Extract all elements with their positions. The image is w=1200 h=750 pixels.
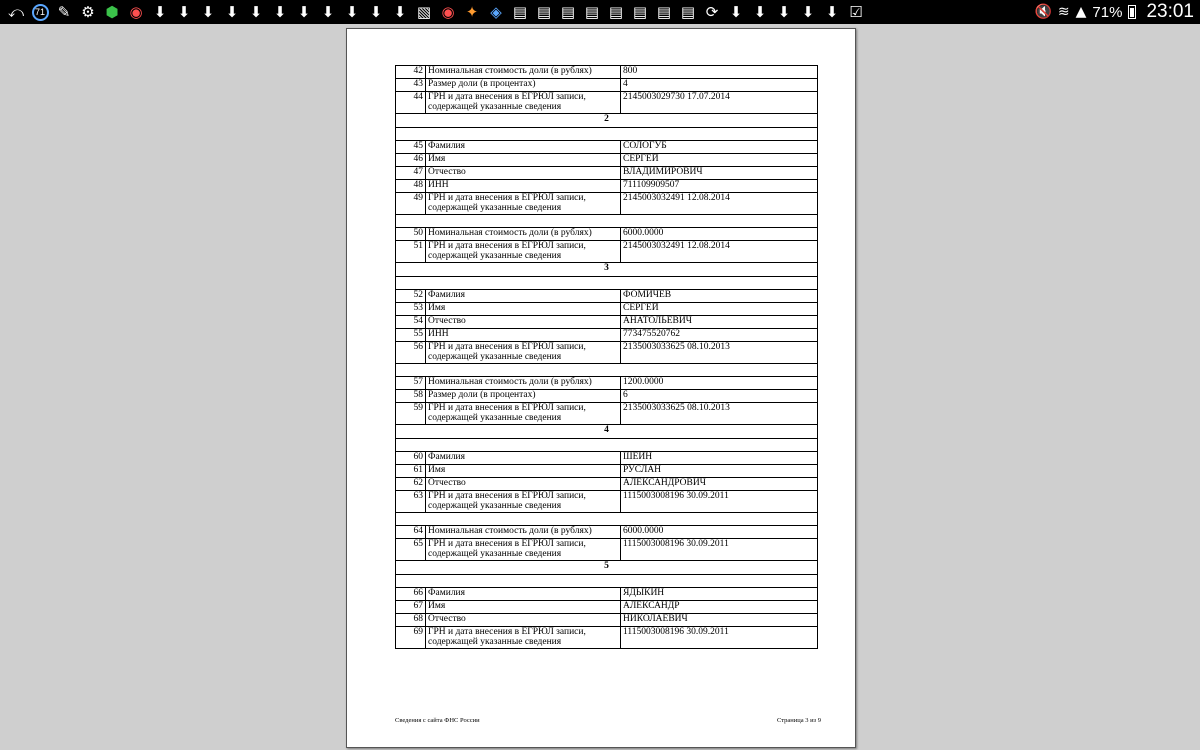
image-icon: ▧: [416, 3, 432, 21]
row-number: 52: [396, 290, 426, 303]
row-label: Фамилия: [426, 290, 621, 303]
row-label: Отчество: [426, 614, 621, 627]
download-icon: ⬇: [297, 3, 311, 21]
row-value: 6000.0000: [621, 526, 818, 539]
battery-percent: 71%: [1092, 3, 1123, 21]
status-bar: [0, 0, 1200, 24]
document-icon: ▤: [680, 3, 696, 21]
section-header-row: [396, 425, 818, 439]
row-value: ШЕИН: [621, 452, 818, 465]
row-label: Размер доли (в процентах): [426, 79, 621, 92]
document-icon: ▤: [560, 3, 576, 21]
row-label: ИНН: [426, 329, 621, 342]
wifi-icon: ≋: [1057, 4, 1070, 20]
blank-cell: [396, 277, 818, 290]
table-row: [396, 329, 818, 342]
row-value: 2145003032491 12.08.2014: [621, 241, 818, 263]
row-value: ФОМИЧЕВ: [621, 290, 818, 303]
row-number: 43: [396, 79, 426, 92]
row-number: 42: [396, 66, 426, 79]
blank-row: [396, 575, 818, 588]
row-value: 4: [621, 79, 818, 92]
blank-row: [396, 277, 818, 290]
row-value: ЯДЫКИН: [621, 588, 818, 601]
row-label: ГРН и дата внесения в ЕГРЮЛ записи, содержащей указанные сведения: [426, 627, 621, 649]
blank-row: [396, 439, 818, 452]
row-number: 48: [396, 180, 426, 193]
row-number: 54: [396, 316, 426, 329]
section-header-row: [396, 263, 818, 277]
row-value: 1115003008196 30.09.2011: [621, 539, 818, 561]
row-label: Номинальная стоимость доли (в рублях): [426, 526, 621, 539]
document-icon: ▤: [512, 3, 528, 21]
page-footer-source: Сведения с сайта ФНС России: [395, 717, 480, 724]
row-number: 53: [396, 303, 426, 316]
table-row: [396, 228, 818, 241]
document-icon: ▤: [656, 3, 672, 21]
row-value: 2145003032491 12.08.2014: [621, 193, 818, 215]
blank-row: [396, 513, 818, 526]
table-row: [396, 303, 818, 316]
table-row: [396, 66, 818, 79]
row-value: АНАТОЛЬЕВИЧ: [621, 316, 818, 329]
row-label: ГРН и дата внесения в ЕГРЮЛ записи, содержащей указанные сведения: [426, 539, 621, 561]
row-number: 62: [396, 478, 426, 491]
download-icon: ⬇: [249, 3, 263, 21]
table-row: [396, 627, 818, 649]
row-label: ИНН: [426, 180, 621, 193]
blank-cell: [396, 128, 818, 141]
table-row: [396, 601, 818, 614]
row-label: Номинальная стоимость доли (в рублях): [426, 228, 621, 241]
section-number: 4: [396, 425, 818, 439]
download-icon: ⬇: [729, 3, 743, 21]
download-icon: ⬇: [393, 3, 407, 21]
blank-cell: [396, 575, 818, 588]
row-value: 1200.0000: [621, 377, 818, 390]
row-number: 68: [396, 614, 426, 627]
download-icon: ⬇: [777, 3, 791, 21]
battery-icon: [1128, 5, 1136, 19]
row-number: 45: [396, 141, 426, 154]
row-value: 800: [621, 66, 818, 79]
row-value: 2135003033625 08.10.2013: [621, 403, 818, 425]
missed-call-icon: ⤺: [7, 3, 25, 21]
row-number: 66: [396, 588, 426, 601]
row-value: 2145003029730 17.07.2014: [621, 92, 818, 114]
row-label: Фамилия: [426, 588, 621, 601]
row-number: 49: [396, 193, 426, 215]
row-value: АЛЕКСАНДРОВИЧ: [621, 478, 818, 491]
section-header-row: [396, 114, 818, 128]
row-value: СЕРГЕЙ: [621, 303, 818, 316]
row-label: Отчество: [426, 316, 621, 329]
mute-icon: 🔇: [1034, 4, 1052, 20]
download-icon: ⬇: [369, 3, 383, 21]
blank-row: [396, 215, 818, 228]
table-row: [396, 316, 818, 329]
table-row: [396, 92, 818, 114]
table-row: [396, 491, 818, 513]
broom-icon: ✎: [57, 3, 71, 21]
checklist-icon: ☑: [849, 3, 863, 21]
download-icon: ⬇: [153, 3, 167, 21]
row-label: ГРН и дата внесения в ЕГРЮЛ записи, содержащей указанные сведения: [426, 342, 621, 364]
egrul-table: [395, 65, 818, 649]
row-number: 64: [396, 526, 426, 539]
table-row: [396, 614, 818, 627]
row-number: 69: [396, 627, 426, 649]
green-shield-app-icon: ⬢: [105, 3, 119, 21]
table-row: [396, 141, 818, 154]
notification-badge-icon: 71: [28, 2, 52, 22]
row-label: ГРН и дата внесения в ЕГРЮЛ записи, содержащей указанные сведения: [426, 403, 621, 425]
row-label: Размер доли (в процентах): [426, 390, 621, 403]
download-icon: ⬇: [825, 3, 839, 21]
document-icon: ▤: [584, 3, 600, 21]
section-number: 5: [396, 561, 818, 575]
row-label: ГРН и дата внесения в ЕГРЮЛ записи, содержащей указанные сведения: [426, 241, 621, 263]
notification-icons: [4, 2, 868, 22]
clock: 23:01: [1146, 1, 1194, 22]
row-number: 58: [396, 390, 426, 403]
row-label: Номинальная стоимость доли (в рублях): [426, 66, 621, 79]
row-label: Имя: [426, 303, 621, 316]
page-footer-page-number: Страница 3 из 9: [776, 717, 821, 724]
row-value: АЛЕКСАНДР: [621, 601, 818, 614]
row-number: 61: [396, 465, 426, 478]
row-number: 51: [396, 241, 426, 263]
row-label: ГРН и дата внесения в ЕГРЮЛ записи, содержащей указанные сведения: [426, 491, 621, 513]
table-row: [396, 526, 818, 539]
row-value: 1115003008196 30.09.2011: [621, 491, 818, 513]
row-value: 773475520762: [621, 329, 818, 342]
row-label: Отчество: [426, 167, 621, 180]
download-icon: ⬇: [273, 3, 287, 21]
row-number: 67: [396, 601, 426, 614]
document-icon: ▤: [608, 3, 624, 21]
red-app-icon: ◉: [441, 3, 455, 21]
sync-icon: ⟳: [705, 3, 719, 21]
table-row: [396, 377, 818, 390]
system-tray: [1034, 0, 1194, 24]
table-row: [396, 167, 818, 180]
row-label: ГРН и дата внесения в ЕГРЮЛ записи, содержащей указанные сведения: [426, 193, 621, 215]
row-number: 44: [396, 92, 426, 114]
download-icon: ⬇: [801, 3, 815, 21]
row-number: 46: [396, 154, 426, 167]
pdf-page[interactable]: [346, 28, 856, 748]
download-icon: ⬇: [321, 3, 335, 21]
row-value: 6000.0000: [621, 228, 818, 241]
download-icon: ⬇: [225, 3, 239, 21]
section-number: 3: [396, 263, 818, 277]
table-row: [396, 154, 818, 167]
blue-app-icon: ◈: [490, 3, 502, 21]
table-row: [396, 79, 818, 92]
color-app-icon: ✦: [465, 3, 479, 21]
blank-row: [396, 364, 818, 377]
download-icon: ⬇: [345, 3, 359, 21]
row-value: 6: [621, 390, 818, 403]
table-row: [396, 452, 818, 465]
row-label: Фамилия: [426, 452, 621, 465]
row-number: 57: [396, 377, 426, 390]
row-number: 47: [396, 167, 426, 180]
blank-row: [396, 128, 818, 141]
row-label: Номинальная стоимость доли (в рублях): [426, 377, 621, 390]
row-label: Имя: [426, 154, 621, 167]
download-icon: ⬇: [753, 3, 767, 21]
table-row: [396, 241, 818, 263]
row-value: 1115003008196 30.09.2011: [621, 627, 818, 649]
row-value: РУСЛАН: [621, 465, 818, 478]
row-number: 63: [396, 491, 426, 513]
table-row: [396, 290, 818, 303]
table-row: [396, 403, 818, 425]
red-app-icon: ◉: [129, 3, 143, 21]
blank-cell: [396, 364, 818, 377]
table-row: [396, 390, 818, 403]
row-number: 60: [396, 452, 426, 465]
document-icon: ▤: [632, 3, 648, 21]
row-label: Фамилия: [426, 141, 621, 154]
blank-cell: [396, 215, 818, 228]
signal-icon: ▲: [1075, 4, 1087, 20]
table-row: [396, 193, 818, 215]
row-number: 55: [396, 329, 426, 342]
table-row: [396, 588, 818, 601]
row-value: ВЛАДИМИРОВИЧ: [621, 167, 818, 180]
row-value: СЕРГЕЙ: [621, 154, 818, 167]
row-value: 711109909507: [621, 180, 818, 193]
row-label: Имя: [426, 465, 621, 478]
row-number: 56: [396, 342, 426, 364]
table-row: [396, 539, 818, 561]
row-value: НИКОЛАЕВИЧ: [621, 614, 818, 627]
download-icon: ⬇: [177, 3, 191, 21]
section-number: 2: [396, 114, 818, 128]
row-label: Отчество: [426, 478, 621, 491]
blank-cell: [396, 513, 818, 526]
section-header-row: [396, 561, 818, 575]
row-number: 65: [396, 539, 426, 561]
table-row: [396, 478, 818, 491]
settings-app-icon: ⚙: [81, 3, 95, 21]
row-label: ГРН и дата внесения в ЕГРЮЛ записи, содержащей указанные сведения: [426, 92, 621, 114]
download-icon: ⬇: [201, 3, 215, 21]
table-row: [396, 342, 818, 364]
document-icon: ▤: [536, 3, 552, 21]
table-row: [396, 465, 818, 478]
row-number: 50: [396, 228, 426, 241]
row-value: 2135003033625 08.10.2013: [621, 342, 818, 364]
row-value: СОЛОГУБ: [621, 141, 818, 154]
row-label: Имя: [426, 601, 621, 614]
table-row: [396, 180, 818, 193]
blank-cell: [396, 439, 818, 452]
row-number: 59: [396, 403, 426, 425]
